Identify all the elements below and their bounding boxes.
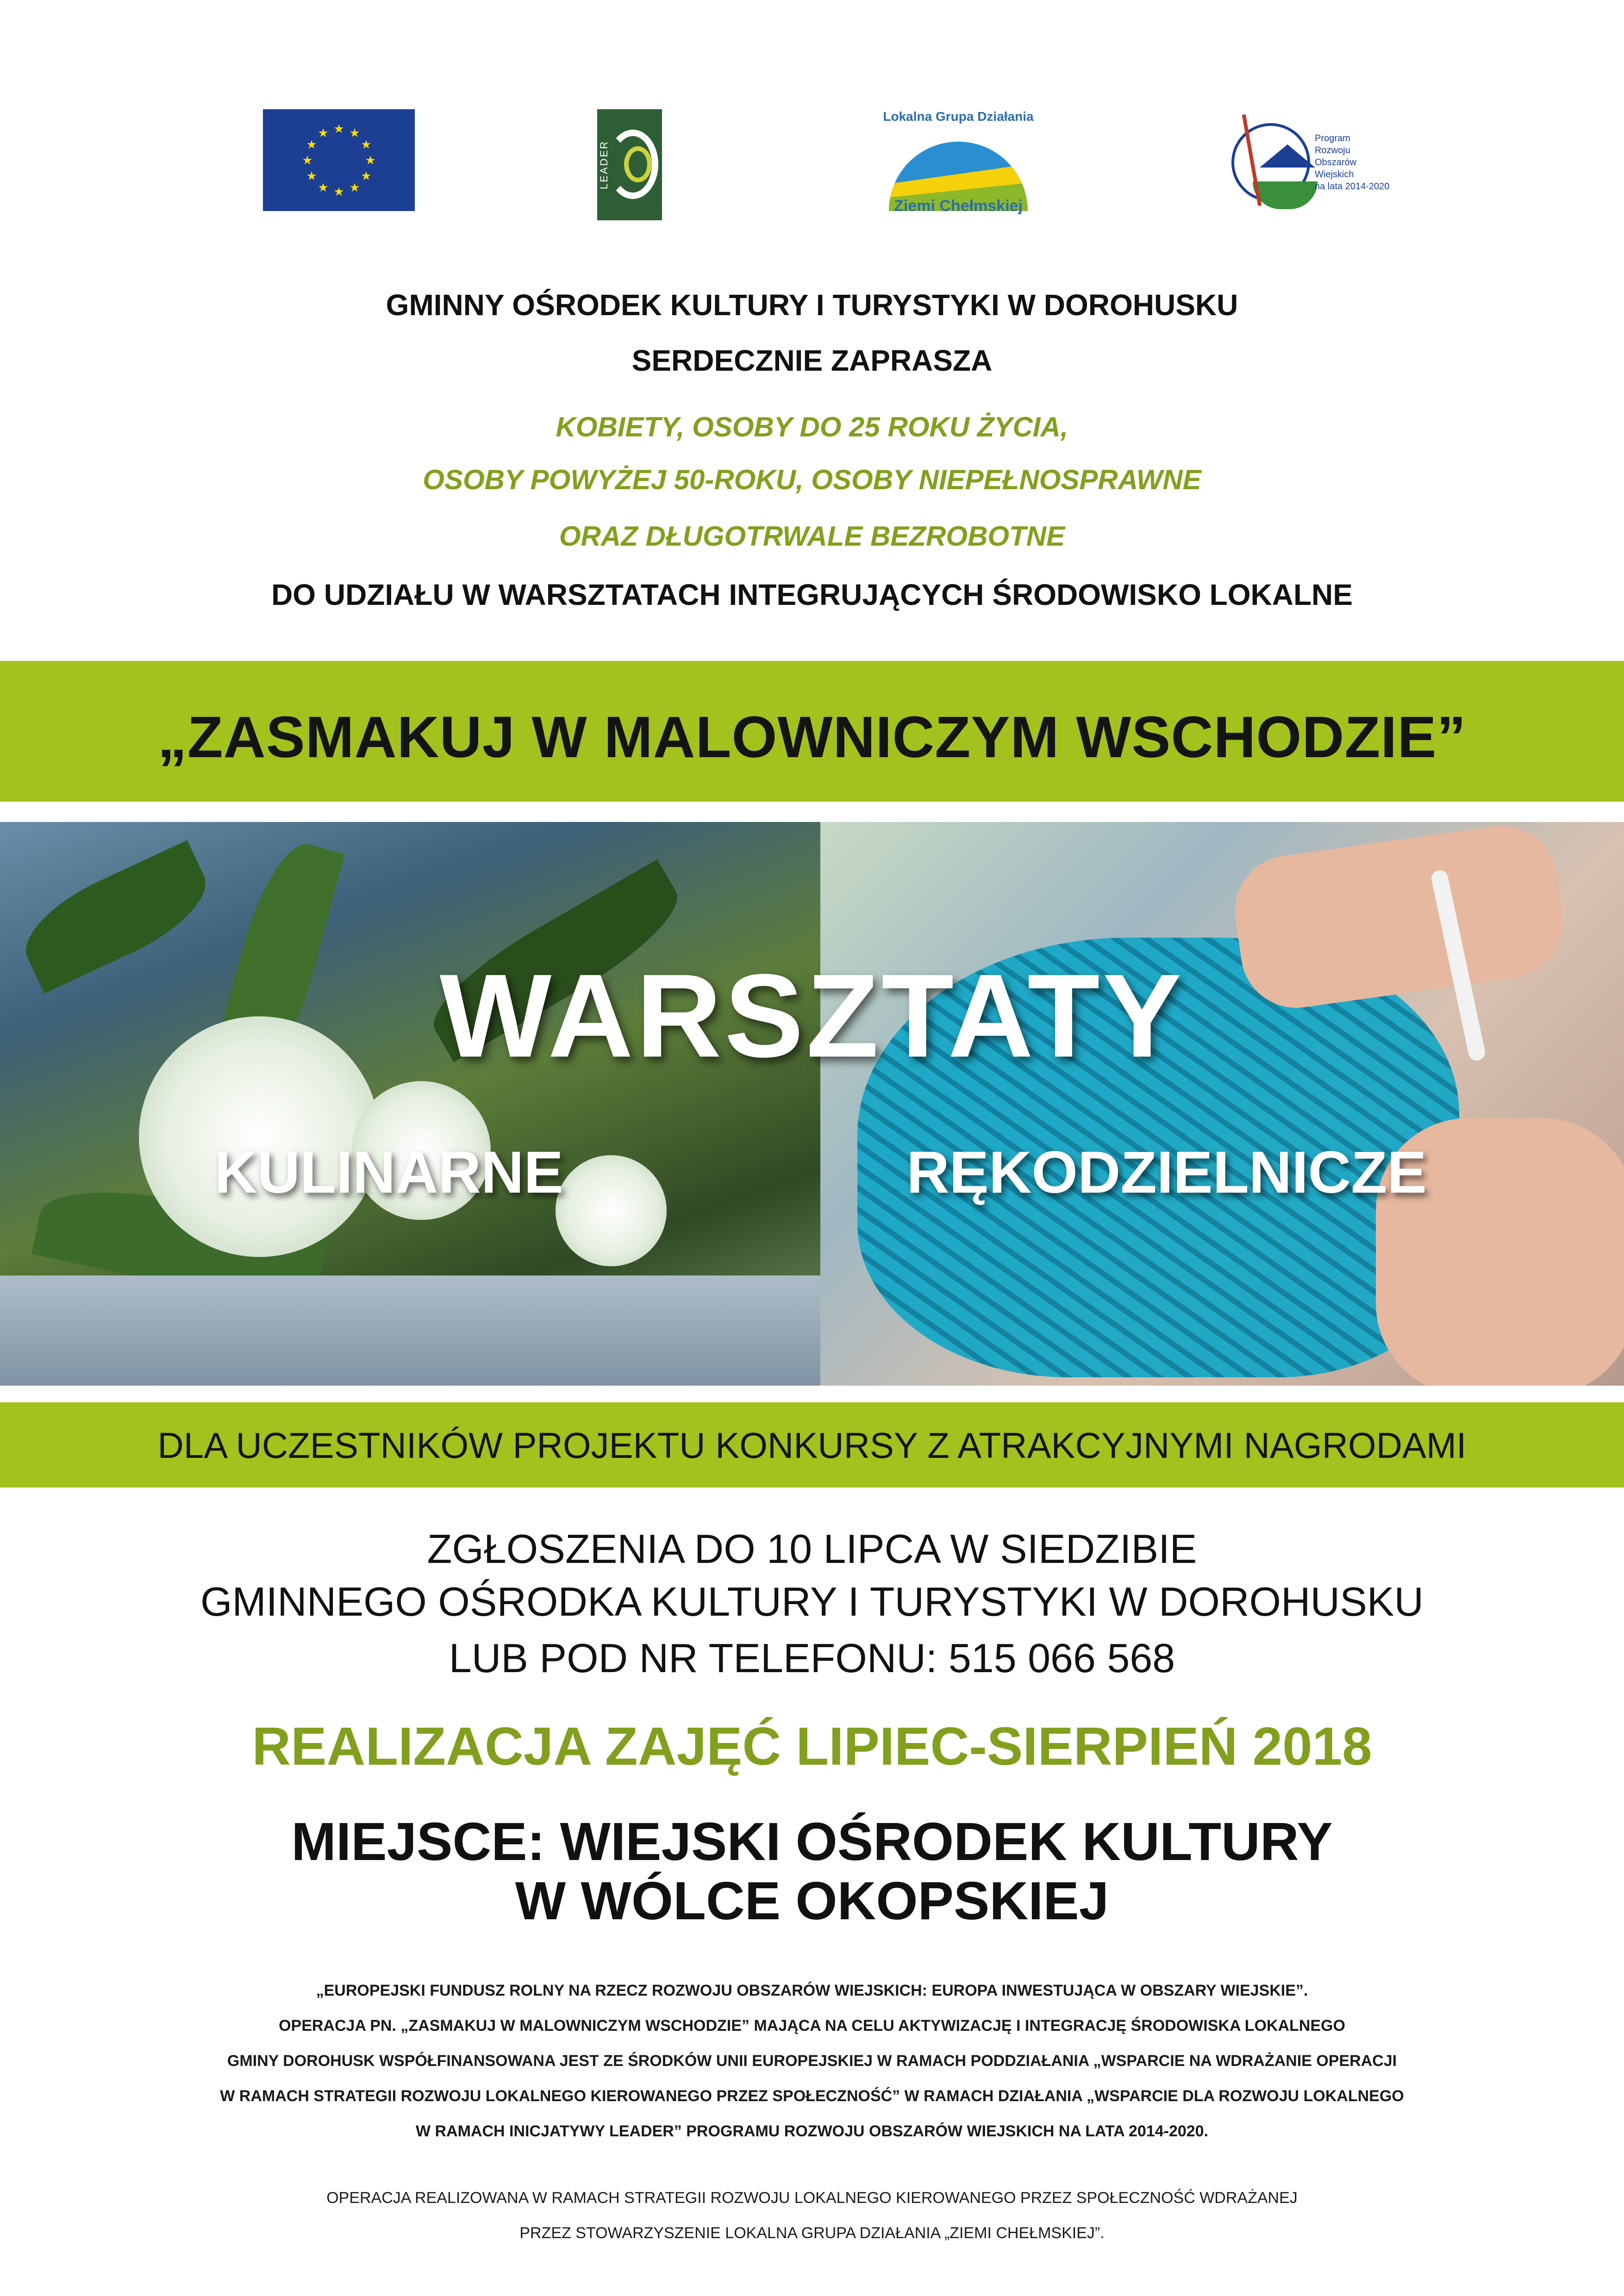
eu-star-icon: ★ <box>349 126 360 140</box>
invitation-heading: SERDECZNIE ZAPRASZA <box>631 344 993 377</box>
footer-line-5: W RAMACH INICJATYWY LEADER” PROGRAMU ROZWOJU OBSZARÓW WIEJSKICH NA LATA 2014-2020. <box>415 2122 1209 2140</box>
venue-line-1: MIEJSCE: WIEJSKI OŚRODEK KULTURY <box>291 1811 1333 1872</box>
leader-logo-text: LEADER <box>598 140 610 190</box>
audience-line-3: ORAZ DŁUGOTRWALE BEZROBOTNE <box>559 521 1065 552</box>
footer-line-1: „EUROPEJSKI FUNDUSZ ROLNY NA RZECZ ROZWOJU OBSZARÓW WIEJSKICH: EUROPA INWESTUJĄCA W OBSZARY WIEJSKIE”. <box>316 1982 1308 1999</box>
leader-logo <box>597 109 662 220</box>
organizer-heading: GMINNY OŚRODEK KULTURY I TURYSTYKI W DOROHUSKU <box>386 288 1238 322</box>
lgd-logo <box>880 109 1037 220</box>
prow-logo-text: Program Rozwoju Obszarów Wiejskich na lata 2014-2020 <box>1315 133 1390 192</box>
project-title: „ZASMAKUJ W MALOWNICZYM WSCHODZIE” <box>157 704 1467 770</box>
contest-text: DLA UCZESTNIKÓW PROJEKTU KONKURSY Z ATRAKCYJNYMI NAGRODAMI <box>157 1425 1467 1466</box>
culinary-photo <box>0 822 820 1386</box>
registration-line-2: GMINNEGO OŚRODKA KULTURY I TURYSTYKI W DOROHUSKU <box>200 1579 1424 1624</box>
title-band <box>0 661 1624 802</box>
venue-line-2: W WÓLCE OKOPSKIEJ <box>515 1871 1109 1931</box>
eu-star-icon: ★ <box>333 122 344 136</box>
workshops-title: WARSZTATY <box>439 950 1185 1082</box>
eu-star-icon: ★ <box>361 169 372 183</box>
footer-line-3: GMINY DOROHUSK WSPÓŁFINANSOWANA JEST ZE ŚRODKÓW UNII EUROPEJSKIEJ W RAMACH PODDZIAŁANIA „WSPARCIE NA WDRAŻANIE OPERACJI <box>227 2052 1397 2070</box>
crafts-photo <box>820 822 1624 1386</box>
footer-note-2: PRZEZ STOWARZYSZENIE LOKALNA GRUPA DZIAŁANIA „ZIEMI CHEŁMSKIEJ”. <box>519 2224 1105 2242</box>
prow-circle-icon <box>1231 123 1310 202</box>
eu-star-icon: ★ <box>333 185 344 199</box>
lgd-logo-top-text: Lokalna Grupa Działania <box>883 109 1034 124</box>
contest-band <box>0 1402 1624 1487</box>
participation-heading: DO UDZIAŁU W WARSZTATACH INTEGRUJĄCYCH ŚRODOWISKO LOKALNE <box>271 578 1353 611</box>
footer-line-4: W RAMACH STRATEGII ROZWOJU LOKALNEGO KIEROWANEGO PRZEZ SPOŁECZNOŚĆ” W RAMACH DZIAŁANIA „WSPARCIE DLA ROZWOJU LOKALNEGO <box>220 2087 1404 2105</box>
leader-leaf-icon <box>624 146 652 182</box>
audience-line-1: KOBIETY, OSOBY DO 25 ROKU ŻYCIA, <box>556 411 1068 442</box>
eu-star-icon: ★ <box>361 137 372 151</box>
culinary-label: KULINARNE <box>214 1139 563 1206</box>
schedule-heading: REALIZACJA ZAJĘĆ LIPIEC-SIERPIEŃ 2018 <box>252 1716 1372 1776</box>
footer-note-1: OPERACJA REALIZOWANA W RAMACH STRATEGII ROZWOJU LOKALNEGO KIEROWANEGO PRZEZ SPOŁECZNOŚĆ WDRAŻANEJ <box>326 2189 1298 2207</box>
eu-star-icon: ★ <box>302 153 313 167</box>
eu-star-icon: ★ <box>306 169 317 183</box>
eu-flag-logo <box>263 109 415 211</box>
eu-star-icon: ★ <box>306 137 317 151</box>
prow-logo <box>1222 109 1398 220</box>
lgd-logo-bottom-text: Ziemi Chełmskiej <box>894 197 1023 215</box>
crafts-label: RĘKODZIELNICZE <box>906 1139 1427 1206</box>
audience-line-2: OSOBY POWYŻEJ 50-ROKU, OSOBY NIEPEŁNOSPRAWNE <box>423 464 1201 495</box>
registration-line-1: ZGŁOSZENIA DO 10 LIPCA W SIEDZIBIE <box>427 1526 1197 1572</box>
eu-stars-icon <box>263 109 415 211</box>
footer-line-2: OPERACJA PN. „ZASMAKUJ W MALOWNICZYM WSCHODZIE” MAJĄCA NA CELU AKTYWIZACJĘ I INTEGRACJĘ ŚRODOWISKA LOKALNEGO <box>279 2017 1345 2035</box>
eu-star-icon: ★ <box>349 180 360 194</box>
registration-phone: LUB POD NR TELEFONU: 515 066 568 <box>449 1635 1175 1681</box>
eu-star-icon: ★ <box>365 153 376 167</box>
eu-star-icon: ★ <box>318 180 329 194</box>
eu-star-icon: ★ <box>318 126 329 140</box>
